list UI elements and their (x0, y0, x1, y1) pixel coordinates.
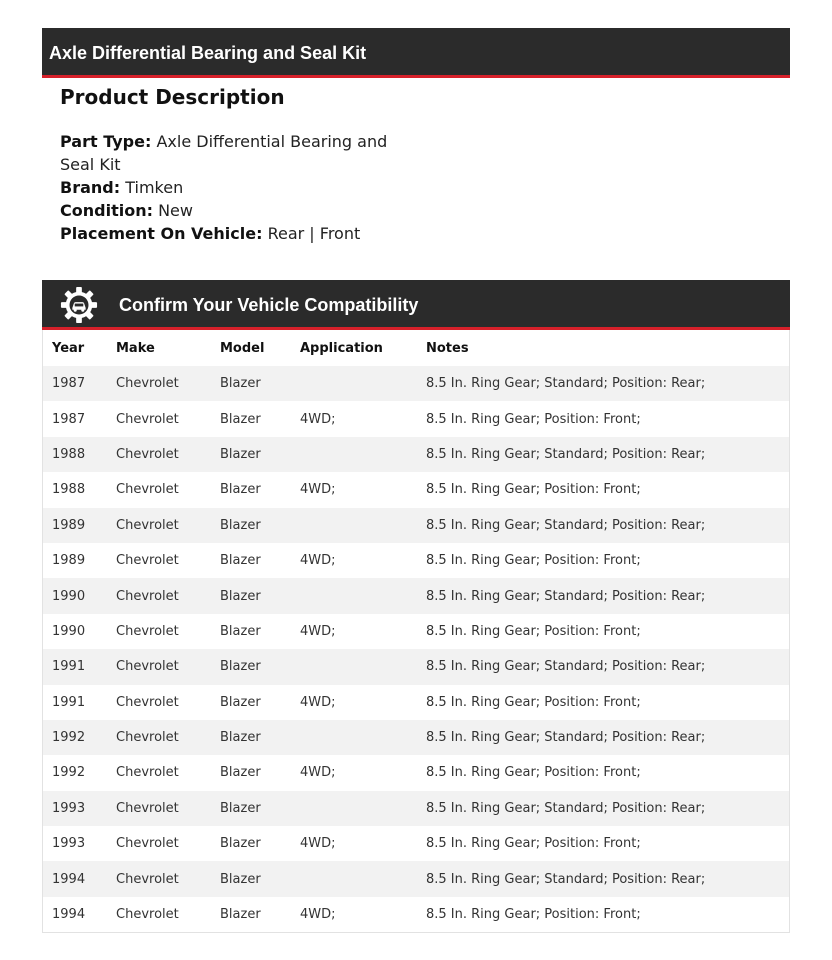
detail-label: Part Type: (60, 132, 152, 151)
cell-application: 4WD; (300, 907, 336, 923)
cell-notes: 8.5 In. Ring Gear; Standard; Position: Rear; (426, 588, 706, 604)
table-row (43, 897, 789, 932)
cell-make: Chevrolet (116, 517, 179, 533)
cell-model: Blazer (220, 659, 261, 675)
cell-model: Blazer (220, 446, 261, 462)
cell-model: Blazer (220, 800, 261, 816)
cell-notes: 8.5 In. Ring Gear; Standard; Position: Rear; (426, 659, 706, 675)
cell-notes: 8.5 In. Ring Gear; Standard; Position: Rear; (426, 871, 706, 887)
cell-model: Blazer (220, 623, 261, 639)
cell-make: Chevrolet (116, 376, 179, 392)
cell-make: Chevrolet (116, 659, 179, 675)
cell-year: 1990 (52, 623, 86, 639)
cell-application: 4WD; (300, 482, 336, 498)
table-row (43, 472, 789, 507)
cell-model: Blazer (220, 694, 261, 710)
compatibility-header (42, 280, 790, 330)
cell-year: 1992 (52, 765, 86, 781)
cell-year: 1987 (52, 411, 86, 427)
table-row (43, 755, 789, 790)
cell-make: Chevrolet (116, 907, 179, 923)
cell-model: Blazer (220, 517, 261, 533)
table-row (43, 578, 789, 613)
product-description-heading: Product Description (60, 85, 285, 109)
cell-make: Chevrolet (116, 446, 179, 462)
table-row (43, 437, 789, 472)
cell-make: Chevrolet (116, 871, 179, 887)
cell-make: Chevrolet (116, 553, 179, 569)
detail-value: New (158, 201, 193, 220)
table-row (43, 401, 789, 436)
cell-year: 1991 (52, 694, 86, 710)
cell-notes: 8.5 In. Ring Gear; Position: Front; (426, 482, 641, 498)
cell-year: 1994 (52, 871, 86, 887)
detail-label: Brand: (60, 178, 121, 197)
cell-year: 1987 (52, 376, 86, 392)
cell-model: Blazer (220, 482, 261, 498)
cell-notes: 8.5 In. Ring Gear; Position: Front; (426, 623, 641, 639)
cell-application (291, 861, 417, 896)
cell-application: 4WD; (300, 694, 336, 710)
column-header-year: Year (52, 340, 85, 356)
cell-model: Blazer (220, 765, 261, 781)
cell-make: Chevrolet (116, 836, 179, 852)
cell-notes: 8.5 In. Ring Gear; Position: Front; (426, 553, 641, 569)
cell-application (291, 720, 417, 755)
cell-notes: 8.5 In. Ring Gear; Standard; Position: Rear; (426, 446, 706, 462)
cell-year: 1992 (52, 730, 86, 746)
column-header-make: Make (116, 340, 155, 356)
cell-year: 1990 (52, 588, 86, 604)
compatibility-title: Confirm Your Vehicle Compatibility (119, 295, 419, 315)
detail-label: Condition: (60, 201, 153, 220)
product-description (60, 84, 390, 245)
table-row (43, 861, 789, 896)
compatibility-table-body (43, 366, 789, 932)
table-row (43, 543, 789, 578)
cell-year: 1989 (52, 553, 86, 569)
cell-make: Chevrolet (116, 411, 179, 427)
cell-notes: 8.5 In. Ring Gear; Standard; Position: Rear; (426, 517, 706, 533)
cell-model: Blazer (220, 411, 261, 427)
cell-application (291, 649, 417, 684)
cell-application: 4WD; (300, 836, 336, 852)
cell-model: Blazer (220, 871, 261, 887)
table-header-row (43, 330, 789, 366)
cell-notes: 8.5 In. Ring Gear; Position: Front; (426, 765, 641, 781)
cell-year: 1994 (52, 907, 86, 923)
cell-notes: 8.5 In. Ring Gear; Standard; Position: Rear; (426, 800, 706, 816)
cell-make: Chevrolet (116, 730, 179, 746)
cell-notes: 8.5 In. Ring Gear; Standard; Position: Rear; (426, 730, 706, 746)
cell-year: 1988 (52, 446, 86, 462)
cell-application: 4WD; (300, 765, 336, 781)
table-row (43, 366, 789, 401)
cell-application (291, 366, 417, 401)
cell-notes: 8.5 In. Ring Gear; Position: Front; (426, 836, 641, 852)
detail-brand (60, 176, 390, 199)
cell-notes: 8.5 In. Ring Gear; Position: Front; (426, 694, 641, 710)
table-row (43, 720, 789, 755)
cell-make: Chevrolet (116, 765, 179, 781)
product-title: Axle Differential Bearing and Seal Kit (49, 43, 367, 63)
cell-year: 1993 (52, 836, 86, 852)
cell-model: Blazer (220, 730, 261, 746)
column-header-notes: Notes (426, 340, 469, 356)
cell-model: Blazer (220, 588, 261, 604)
detail-value: Rear | Front (267, 224, 361, 243)
cell-application: 4WD; (300, 553, 336, 569)
cell-make: Chevrolet (116, 588, 179, 604)
detail-condition (60, 199, 390, 222)
cell-application: 4WD; (300, 411, 336, 427)
cell-notes: 8.5 In. Ring Gear; Standard; Position: Rear; (426, 376, 706, 392)
cell-model: Blazer (220, 553, 261, 569)
cell-notes: 8.5 In. Ring Gear; Position: Front; (426, 907, 641, 923)
table-row (43, 685, 789, 720)
cell-application: 4WD; (300, 623, 336, 639)
detail-label: Placement On Vehicle: (60, 224, 263, 243)
product-title-bar (42, 28, 790, 78)
cell-notes: 8.5 In. Ring Gear; Position: Front; (426, 411, 641, 427)
column-header-model: Model (220, 340, 265, 356)
product-details (60, 130, 390, 245)
compatibility-table (43, 330, 789, 932)
cell-year: 1989 (52, 517, 86, 533)
cell-model: Blazer (220, 907, 261, 923)
cell-application (291, 508, 417, 543)
detail-value: Timken (125, 178, 184, 197)
table-row (43, 508, 789, 543)
table-row (43, 826, 789, 861)
cell-make: Chevrolet (116, 694, 179, 710)
cell-application (291, 437, 417, 472)
gear-car-icon (60, 286, 98, 324)
column-header-application: Application (300, 340, 383, 356)
cell-model: Blazer (220, 376, 261, 392)
cell-make: Chevrolet (116, 482, 179, 498)
cell-application (291, 578, 417, 613)
cell-year: 1991 (52, 659, 86, 675)
table-row (43, 649, 789, 684)
compatibility-table-container (42, 330, 790, 933)
table-row (43, 791, 789, 826)
cell-year: 1993 (52, 800, 86, 816)
cell-make: Chevrolet (116, 623, 179, 639)
detail-part-type (60, 130, 390, 176)
cell-make: Chevrolet (116, 800, 179, 816)
detail-value: Axle Differential Bearing and Seal Kit (60, 132, 388, 174)
cell-model: Blazer (220, 836, 261, 852)
cell-year: 1988 (52, 482, 86, 498)
table-row (43, 614, 789, 649)
detail-placement (60, 222, 390, 245)
cell-application (291, 791, 417, 826)
